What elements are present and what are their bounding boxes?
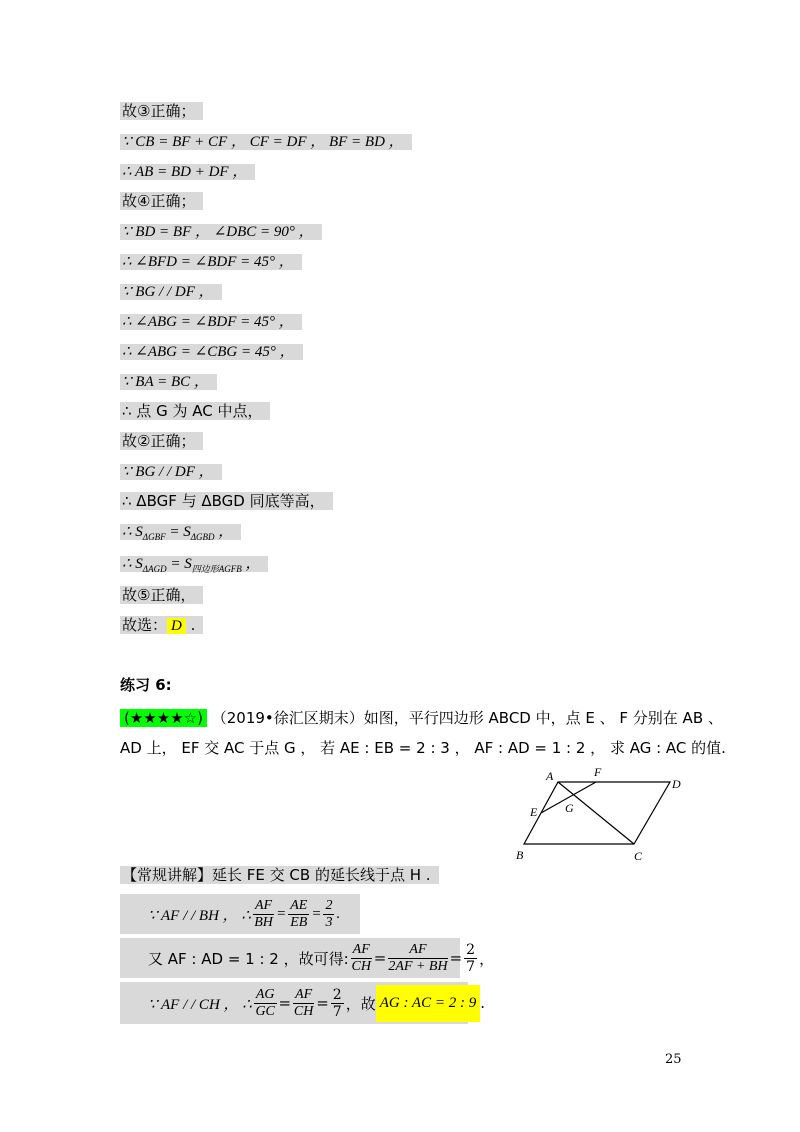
l16: ∴ $S_{\Delta AGD} = S_{四边形AGFB}$ ， — [120, 550, 268, 576]
difficulty-stars: (★★★★☆) — [120, 709, 207, 727]
exercise-line1: (★★★★☆) （2019•徐汇区期末）如图，平行四边形 ABCD 中，点 E 、 F 分别在 AB 、 — [120, 705, 723, 731]
l15: ∴ $S_{\Delta GBF} = S_{\Delta GBD}$ ， — [120, 518, 241, 544]
page-number: 25 — [665, 1052, 682, 1067]
label-G: G — [565, 801, 574, 815]
solution-step2: 又 AF : AD = 1 : 2 ，故可得: $\frac{AF}{CH}$ = $\frac{AF}{2AF + BH}$ = $\frac{2}{7}$ ， — [120, 938, 460, 978]
l8: ∴ ∠ABG = ∠BDF = 45° ， — [120, 308, 302, 334]
label-F: F — [594, 765, 602, 779]
l1: 故③正确； — [120, 98, 203, 124]
l17: 故⑤正确， — [120, 582, 203, 608]
label-A: A — [546, 769, 554, 783]
solution-step3: ∵ AF / / CH ， ∴ $\frac{AG}{GC}$ = $\frac{AF}{CH}$ = $\frac{2}{7}$ ，故 AG : AC = 2 : 9 . — [120, 982, 468, 1024]
label-C: C — [634, 849, 643, 863]
label-E: E — [530, 805, 538, 819]
l6: ∴ ∠BFD = ∠BDF = 45° ， — [120, 248, 302, 274]
l5: ∵ BD = BF ， ∠DBC = 90° ， — [120, 218, 322, 244]
l10: ∵ BA = BC ， — [120, 368, 217, 394]
exercise-title: 练习 6: — [120, 676, 172, 694]
l13: ∵ BG / / DF ， — [120, 458, 222, 484]
l14: ∴ ΔBGF 与 ΔBGD 同底等高， — [120, 488, 333, 514]
label-D: D — [672, 777, 681, 791]
solution-step1: ∵ AF / / BH ， ∴ $\frac{AF}{BH}$ = $\frac{AE}{EB}$ = $\frac{2}{3}$ . — [120, 894, 360, 934]
answer-highlight: D — [167, 618, 186, 634]
l7: ∵ BG / / DF ， — [120, 278, 222, 304]
l4: 故④正确； — [120, 188, 203, 214]
exercise-line2: AD 上， EF 交 AC 于点 G ， 若 AE : EB = 2 : 3 ， AF : AD = 1 : 2 ， 求 AG : AC 的值. — [120, 739, 726, 757]
l3: ∴ AB = BD + DF ， — [120, 158, 255, 184]
l2: ∵ CB = BF + CF ， CF = DF ， BF = BD ， — [120, 128, 412, 154]
solution-header: 【常规讲解】延长 FE 交 CB 的延长线于点 H . — [120, 862, 439, 888]
l9: ∴ ∠ABG = ∠CBG = 45° ， — [120, 338, 303, 364]
l12: 故②正确； — [120, 428, 203, 454]
l18: 故选： D . — [120, 612, 203, 638]
l11: ∴ 点 G 为 AC 中点， — [120, 398, 270, 424]
final-answer-highlight: AG : AC = 2 : 9 — [376, 985, 481, 1022]
parallelogram-figure — [510, 762, 690, 867]
label-B: B — [516, 848, 524, 862]
